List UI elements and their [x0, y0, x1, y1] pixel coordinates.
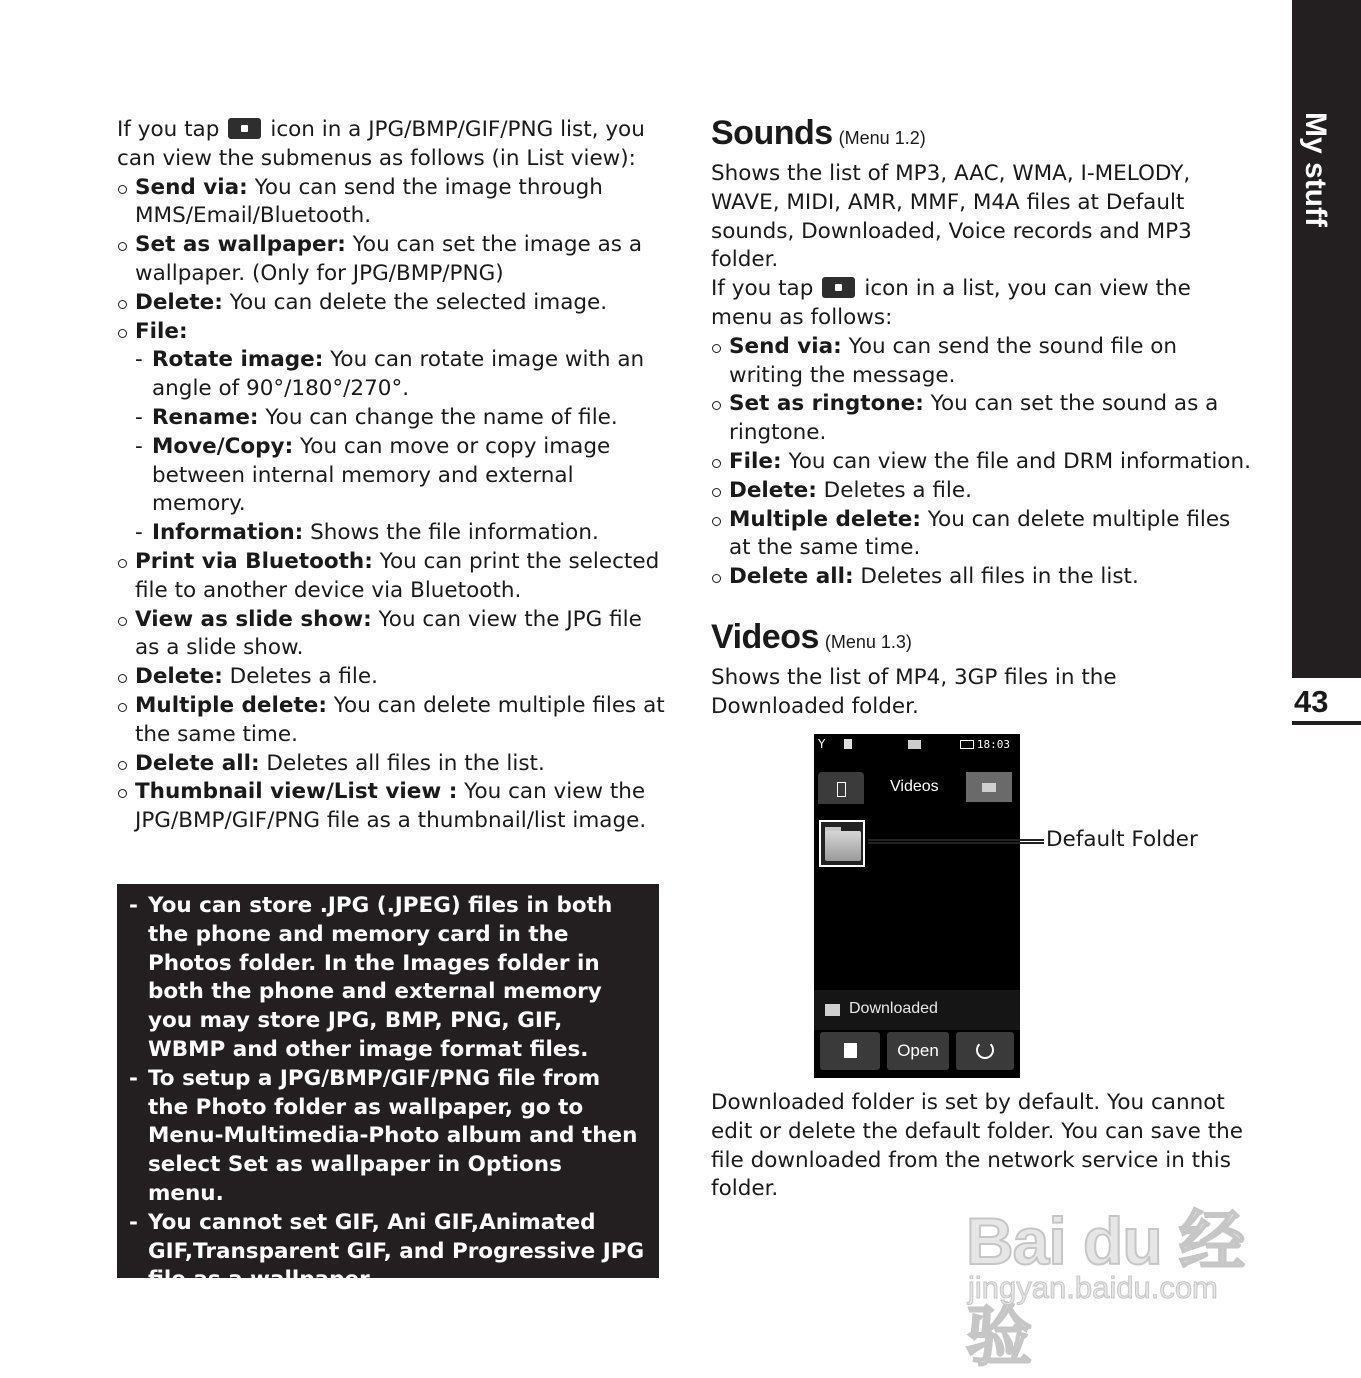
- note-box: [117, 884, 659, 1293]
- note-item: - You can store .JPG (.JPEG) files in both the phone and memory card in the Photos folder. In the Images folder in both the phone and external memory you may store JPG, BMP, PNG, GIF, WBMP and other image format files.: [129, 892, 645, 1065]
- callout-line: [868, 839, 1044, 844]
- phone-screenshot: [814, 734, 1020, 1078]
- list-item: Send via: You can send the sound file on writing the message.: [711, 333, 1256, 391]
- watermark: [966, 1168, 1276, 1373]
- sounds-intro: If you tap icon in a list, you can view the menu as follows:: [711, 276, 1191, 330]
- notes-list: [129, 892, 645, 1295]
- list-item: View as slide show: You can view the JPG file as a slide show.: [117, 606, 667, 664]
- list-item: Send via: You can send the image through MMS/Email/Bluetooth.: [117, 174, 667, 232]
- list-item: Set as ringtone: You can set the sound as a ringtone.: [711, 390, 1256, 448]
- list-item: File: - Rotate image: You can rotate image with an angle of 90°/180°/270°. - Rename: You can change the name of file. - Move/Copy: You can move or copy image between internal memory and external memory. - Information: Shows the file information.: [117, 318, 667, 548]
- options-icon: [844, 1043, 857, 1058]
- list-item: Delete: Deletes a file.: [117, 663, 667, 692]
- callout-label: Default Folder: [1046, 827, 1198, 852]
- message-icon: [908, 740, 921, 749]
- phone-memory-tab[interactable]: [818, 772, 864, 804]
- right-column: [711, 116, 1256, 722]
- menu-icon: [822, 277, 855, 298]
- list-item: Print via Bluetooth: You can print the selected file to another device via Bluetooth.: [117, 548, 667, 606]
- screen-title: Videos: [890, 778, 939, 795]
- memory-card-tab[interactable]: [966, 772, 1012, 802]
- folder-label: Downloaded: [849, 1000, 938, 1017]
- list-item: - Rotate image: You can rotate image with an angle of 90°/180°/270°.: [135, 346, 667, 404]
- file-submenu-list: [135, 346, 667, 548]
- page-number: 43: [1294, 684, 1329, 719]
- list-item: - Rename: You can change the name of file.: [135, 404, 667, 433]
- watermark-url: jingyan.baidu.com: [968, 1270, 1218, 1305]
- list-item: Delete: You can delete the selected image.: [117, 289, 667, 318]
- list-item: Delete all: Deletes all files in the list.: [711, 563, 1256, 592]
- list-item: File: You can view the file and DRM information.: [711, 448, 1256, 477]
- list-item: Set as wallpaper: You can set the image as a wallpaper. (Only for JPG/BMP/PNG): [117, 231, 667, 289]
- list-item: - Information: Shows the file information.: [135, 519, 667, 548]
- status-bar: [814, 734, 1020, 756]
- menu-icon: [228, 118, 261, 139]
- note-item: - To setup a JPG/BMP/GIF/PNG file from the Photo folder as wallpaper, go to Menu-Multimedia-Photo album and then select Set as wallpaper in Options menu.: [129, 1065, 645, 1209]
- watermark-brand: Bai du 经验: [966, 1204, 1245, 1373]
- phone-icon: [837, 782, 846, 797]
- images-options-list: [117, 174, 667, 836]
- refresh-button[interactable]: [956, 1032, 1014, 1070]
- memory-card-icon: [982, 783, 996, 792]
- page-number-rule: [1292, 721, 1361, 725]
- softkey-row: [814, 1032, 1020, 1072]
- sounds-options-list: [711, 333, 1256, 592]
- signal-icon: Y: [818, 737, 826, 751]
- list-item: Thumbnail view/List view : You can view the JPG/BMP/GIF/PNG file as a thumbnail/list image.: [117, 778, 667, 836]
- list-item: Multiple delete: You can delete multiple files at the same time.: [711, 506, 1256, 564]
- videos-after-text: Downloaded folder is set by default. You cannot edit or delete the default folder. You can save the file downloaded from the network service in this folder.: [711, 1090, 1244, 1202]
- section-tab: [1292, 0, 1361, 678]
- open-button[interactable]: Open: [887, 1032, 949, 1070]
- folder-icon: [825, 1004, 840, 1016]
- videos-description: Shows the list of MP4, 3GP files in the Downloaded folder.: [711, 664, 1117, 719]
- sounds-menu-ref: (Menu 1.2): [838, 128, 926, 148]
- current-folder-bar: [814, 990, 1020, 1030]
- clock: 18:03: [976, 738, 1010, 751]
- phone-tabs: [818, 772, 1016, 804]
- note-item: - You cannot set GIF, Ani GIF,Animated GIF,Transparent GIF, and Progressive JPG file as a wallpaper.: [129, 1209, 645, 1295]
- list-item: Multiple delete: You can delete multiple files at the same time.: [117, 692, 667, 750]
- videos-menu-ref: (Menu 1.3): [824, 631, 912, 652]
- sounds-heading: Sounds (Menu 1.2): [711, 114, 926, 152]
- options-button[interactable]: [820, 1032, 880, 1070]
- left-column: [117, 116, 667, 836]
- default-folder-icon[interactable]: [819, 820, 865, 867]
- images-intro: If you tap icon in a JPG/BMP/GIF/PNG list, you can view the submenus as follows (in List view):: [117, 117, 645, 171]
- list-item: Delete all: Deletes all files in the list.: [117, 750, 667, 779]
- sounds-description: Shows the list of MP3, AAC, WMA, I-MELODY, WAVE, MIDI, AMR, MMF, M4A files at Default sounds, Downloaded, Voice records and MP3 folder.: [711, 161, 1192, 273]
- list-item: - Move/Copy: You can move or copy image between internal memory and external memory.: [135, 433, 667, 519]
- sim-icon: [844, 739, 852, 749]
- list-item: Delete: Deletes a file.: [711, 477, 1256, 506]
- battery-icon: [960, 740, 974, 749]
- videos-heading: Videos (Menu 1.3): [711, 617, 912, 656]
- refresh-icon: [976, 1041, 994, 1059]
- section-tab-label: My stuff: [1299, 112, 1332, 227]
